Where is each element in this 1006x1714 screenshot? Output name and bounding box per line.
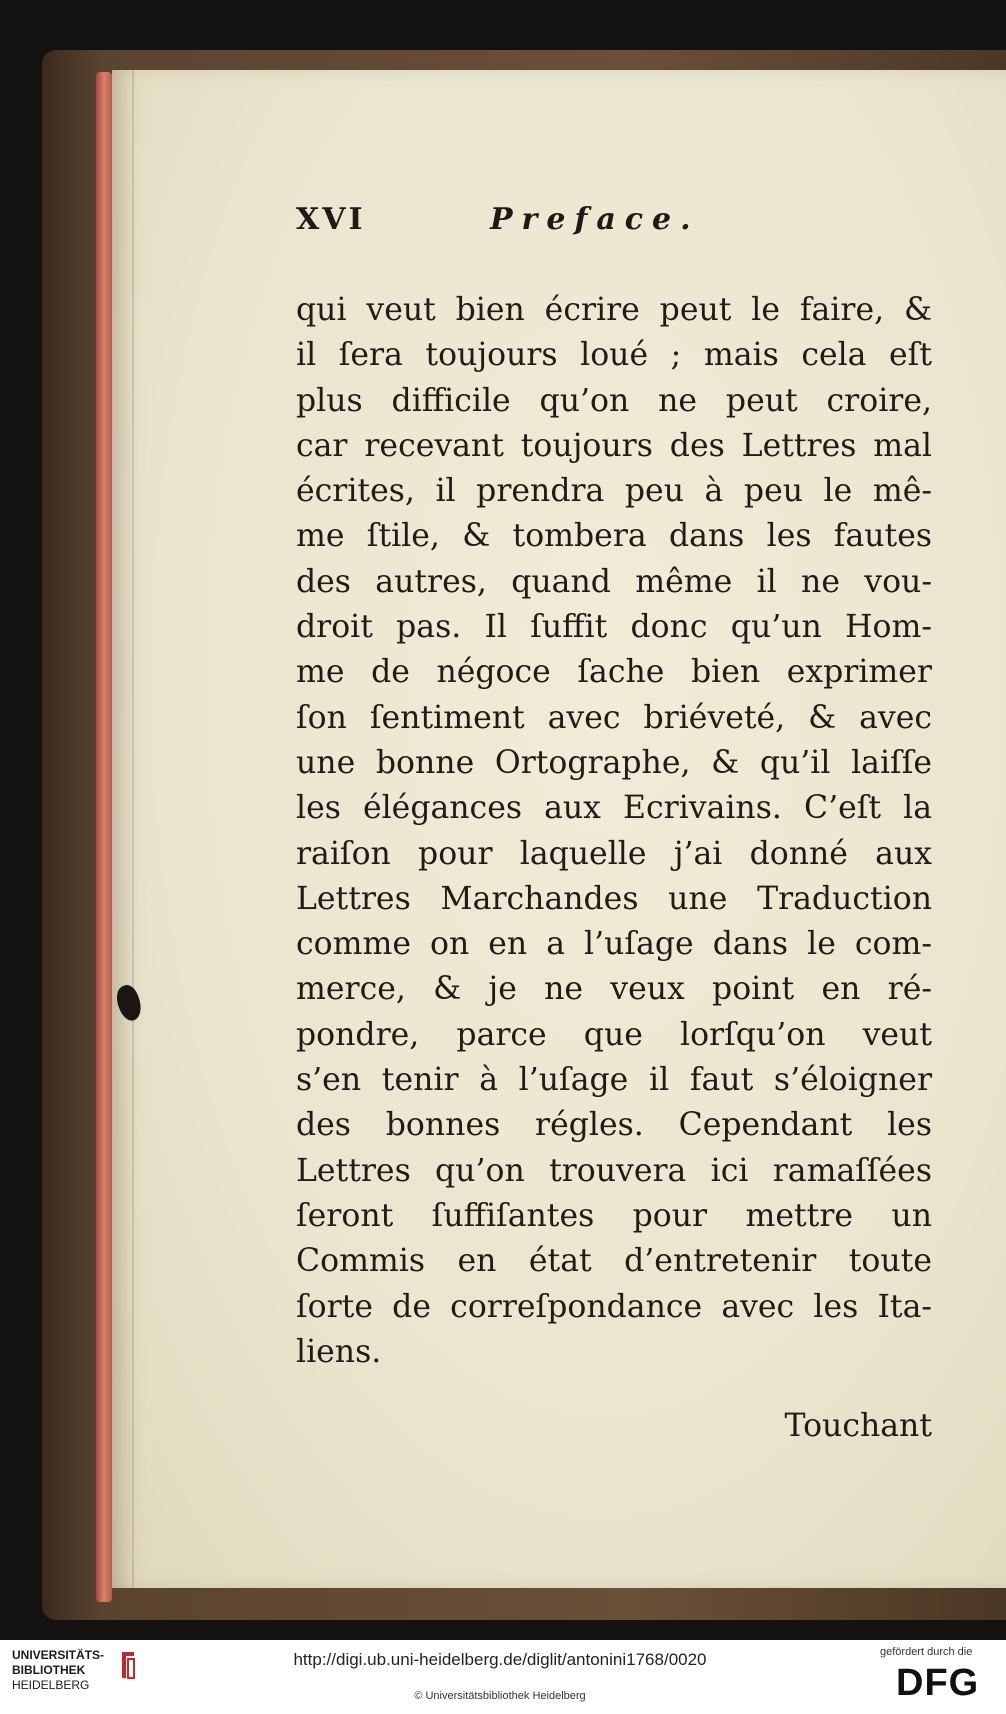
library-logo-icon	[118, 1650, 138, 1680]
funder-note: gefördert durch die	[880, 1646, 973, 1658]
library-name-line: UNIVERSITÄTS-	[12, 1648, 105, 1662]
text-line: car recevant toujours des Lettres mal	[296, 427, 932, 464]
body-text	[296, 288, 932, 1375]
text-line: des autres, quand même il ne vou-	[296, 563, 932, 600]
text-line: raiſon pour laquelle j’ai donné aux	[296, 835, 932, 872]
text-line: comme on en a l’uſage dans le com-	[296, 926, 932, 963]
text-line: merce, & je ne veux point en ré-	[296, 971, 932, 1008]
text-line: les élégances aux Ecrivains. C’eſt la	[296, 790, 932, 827]
copyright-notice: © Universitätsbibliothek Heidelberg	[414, 1690, 586, 1702]
text-line: plus difficile qu’on ne peut croire,	[296, 382, 932, 419]
text-line: Lettres Marchandes une Traduction	[296, 880, 932, 917]
text-line: me ſtile, & tombera dans les fautes	[296, 518, 932, 555]
text-line: des bonnes régles. Cependant les	[296, 1107, 932, 1144]
text-line: ſorte de correſpondance avec les Ita-	[296, 1288, 932, 1325]
text-line: ſeront ſuffiſantes pour mettre un	[296, 1197, 932, 1234]
text-line: me de négoce ſache bien exprimer	[296, 654, 932, 691]
text-line: droit pas. Il ſuffit donc qu’un Hom-	[296, 609, 932, 646]
text-line: liens.	[296, 1333, 382, 1370]
dfg-logo: DFG	[896, 1662, 980, 1704]
library-name	[12, 1648, 104, 1693]
page-url-link[interactable]: http://digi.ub.uni-heidelberg.de/diglit/antonini1768/0020	[293, 1650, 707, 1669]
page-header	[296, 202, 956, 250]
text-line: il ſera toujours loué ; mais cela eſt	[296, 337, 932, 374]
text-line: s’en tenir à l’uſage il faut s’éloigner	[296, 1062, 932, 1099]
page-number: XVI	[296, 202, 366, 237]
text-line: Commis en état d’entretenir toute	[296, 1243, 932, 1280]
text-line: pondre, parce que lorſqu’on veut	[296, 1016, 932, 1053]
library-name-line: BIBLIOTHEK	[12, 1663, 86, 1677]
catchword: Touchant	[784, 1408, 932, 1444]
text-line: qui veut bien écrire peut le faire, &	[296, 292, 932, 328]
page-edge	[96, 72, 112, 1602]
running-title: Preface.	[490, 202, 700, 237]
text-line: une bonne Ortographe, & qu’il laiſſe	[296, 744, 932, 781]
text-line: Lettres qu’on trouvera ici ramaſſées	[296, 1152, 932, 1189]
footer-bar	[0, 1640, 1006, 1714]
text-line: écrites, il prendra peu à peu le mê-	[296, 473, 932, 510]
library-name-line: HEIDELBERG	[12, 1678, 90, 1692]
text-line: ſon ſentiment avec briéveté, & avec	[296, 699, 932, 736]
